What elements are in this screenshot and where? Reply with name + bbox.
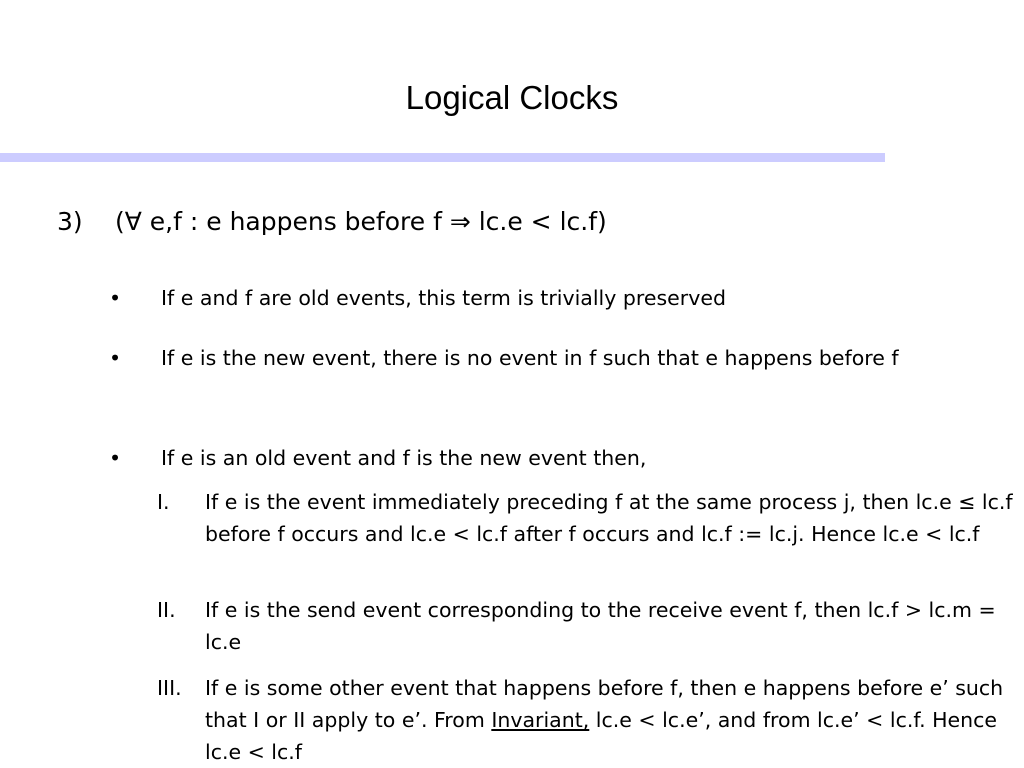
sub-item-marker: II. <box>157 598 176 622</box>
bullet-dot: • <box>109 346 122 370</box>
sub-item-marker: III. <box>157 676 182 700</box>
statement-number: 3) <box>57 207 83 236</box>
sub-item-text-end: lc.e < lc.e’, and from lc.e’ < lc.f. Hence lc.e < lc.f <box>205 708 998 764</box>
invariant-link[interactable]: Invariant, <box>491 708 590 732</box>
bullet-dot: • <box>109 286 122 310</box>
sub-item-text-start: If e is some other event that happens before f, then e happens before e’ such that I or II apply to e’. From <box>205 676 1004 732</box>
bullet-dot: • <box>109 446 122 470</box>
theorem-statement <box>57 205 607 239</box>
sub-item-text: If e is the event immediately preceding f at the same process j, then lc.e ≤ lc.f before f occurs and lc.e < lc.f after f occurs and lc.f := lc.j. Hence lc.e < lc.f <box>205 490 1013 546</box>
sub-item-text <box>205 672 1023 768</box>
bullet-text: If e is an old event and f is the new event then, <box>161 446 647 470</box>
bullet-text: If e and f are old events, this term is trivially preserved <box>161 286 726 310</box>
slide-title: Logical Clocks <box>405 79 619 116</box>
sub-item-text: If e is the send event corresponding to the receive event f, then lc.f > lc.m = lc.e <box>205 598 996 654</box>
bullet-text: If e is the new event, there is no event in f such that e happens before f <box>161 346 899 370</box>
sub-item-marker: I. <box>157 490 170 514</box>
statement-text: (∀ e,f : e happens before f ⇒ lc.e < lc.f) <box>115 207 607 236</box>
title-divider <box>0 153 885 162</box>
